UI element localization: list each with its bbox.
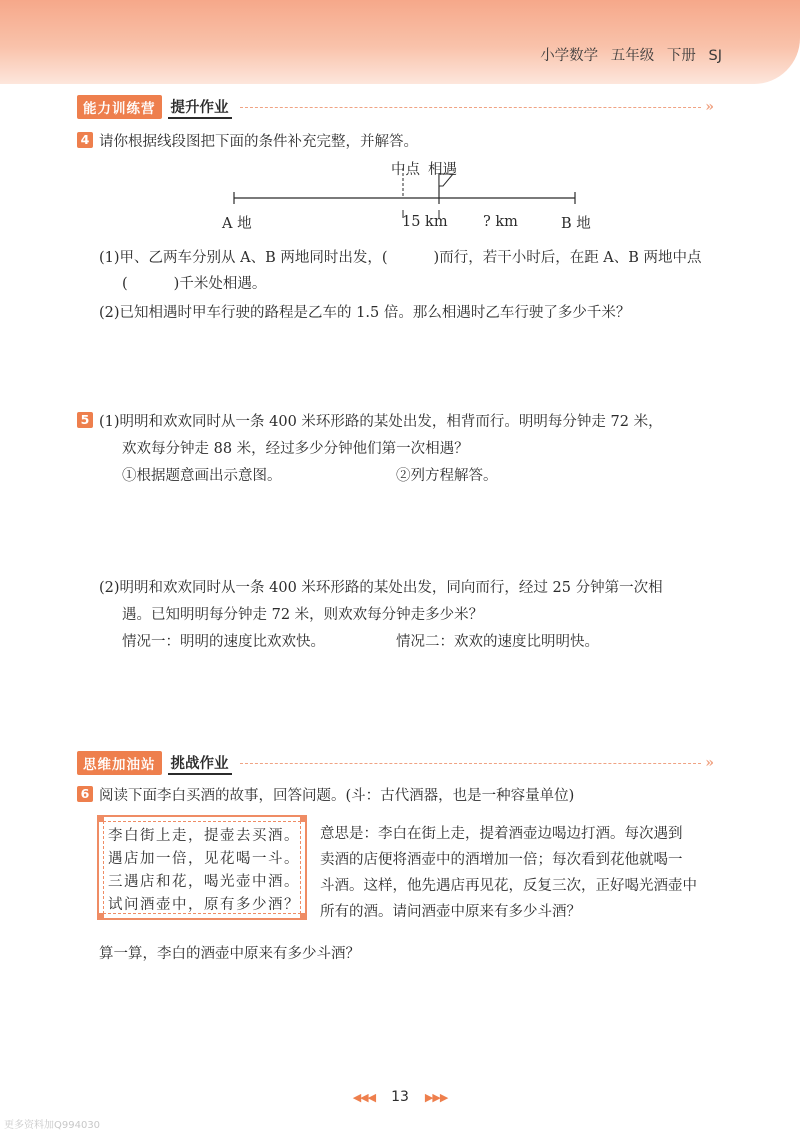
point-b-label: B 地 [561,216,591,232]
meaning-line: 斗酒。这样，他先遇店再见花，反复三次，正好喝光酒壶中 [320,878,697,894]
point-a-label: A 地 [222,216,252,232]
section-banner-practice [77,96,712,118]
q5-part1-line1: (1)明明和欢欢同时从一条 400 米环形路的某处出发，相背而行。明明每分钟走 72 米， [99,414,663,430]
question-number: 4 [77,132,93,148]
section-banner-challenge [77,752,712,774]
section-subtitle: 提升作业 [168,96,232,119]
q5-part1-line2: 欢欢每分钟走 88 米，经过多少分钟他们第一次相遇？ [122,441,469,457]
section-subtitle: 挑战作业 [168,752,232,775]
poem-line: 李白街上走，提壶去买酒。 [108,828,300,844]
q5-case2: 情况二：欢欢的速度比明明快。 [396,634,599,650]
dashed-divider [240,107,702,108]
left-triangles-icon: ◀◀◀ [352,1090,376,1104]
frame-corner [300,815,307,822]
midpoint-label: 中点 [391,162,420,178]
distance-15km: 15 km [402,214,448,230]
watermark: 更多资料加Q994030 [4,1120,101,1131]
distance-unknown: ? km [483,214,518,230]
q4-part1-text-c: ( [122,276,128,292]
frame-corner [97,815,104,822]
q6-question: 算一算，李白的酒壶中原来有多少斗酒？ [99,946,360,962]
question-number: 5 [77,412,93,428]
q5-case1: 情况一：明明的速度比欢欢快。 [122,634,325,650]
q4-part1-text-b: )而行，若干小时后，在距 A、B 两地中点 [433,250,702,266]
q4-part2: (2)已知相遇时甲车行驶的路程是乙车的 1.5 倍。那么相遇时乙车行驶了多少千米？ [99,305,631,321]
right-triangles-icon: ▶▶▶ [424,1090,448,1104]
header-band [0,0,800,84]
double-chevron-icon: » [705,99,712,115]
q4-part1-line2 [122,272,266,293]
page-footer [0,1086,800,1108]
question-stem: 阅读下面李白买酒的故事，回答问题。(斗：古代酒器，也是一种容量单位) [99,788,575,804]
section-tag: 思维加油站 [77,751,162,775]
q4-part1-line1 [99,246,702,267]
dashed-divider [240,763,702,764]
meaning-line: 所有的酒。请问酒壶中原来有多少斗酒？ [320,904,581,920]
double-chevron-icon: » [705,755,712,771]
meaning-line: 卖酒的店便将酒壶中的酒增加一倍；每次看到花他就喝一 [320,852,683,868]
meet-label: 相遇 [428,162,457,178]
q5-part2-line1: (2)明明和欢欢同时从一条 400 米环形路的某处出发，同向而行，经过 25 分钟第一次相 [99,580,663,596]
book-header: 小学数学 五年级 下册 SJ [540,48,722,64]
question-number: 6 [77,786,93,802]
poem-line: 三遇店和花，喝光壶中酒。 [108,874,300,890]
meaning-line: 意思是：李白在街上走，提着酒壶边喝边打酒。每次遇到 [320,826,683,842]
q5-part2-line2: 遇。已知明明每分钟走 72 米，则欢欢每分钟走多少米？ [122,607,484,623]
q5-sub2: ②列方程解答。 [396,468,498,484]
question-stem: 请你根据线段图把下面的条件补充完整，并解答。 [99,134,418,150]
poem-line: 试问酒壶中，原有多少酒？ [108,897,300,913]
section-tag: 能力训练营 [77,95,162,119]
page-number: 13 [391,1089,409,1105]
poem-line: 遇店加一倍，见花喝一斗。 [108,851,300,867]
q4-part1-text-a: (1)甲、乙两车分别从 A、B 两地同时出发，( [99,250,388,266]
q5-sub1: ①根据题意画出示意图。 [122,468,282,484]
frame-corner [300,913,307,920]
q4-part1-text-d: )千米处相遇。 [173,276,267,292]
frame-corner [97,913,104,920]
